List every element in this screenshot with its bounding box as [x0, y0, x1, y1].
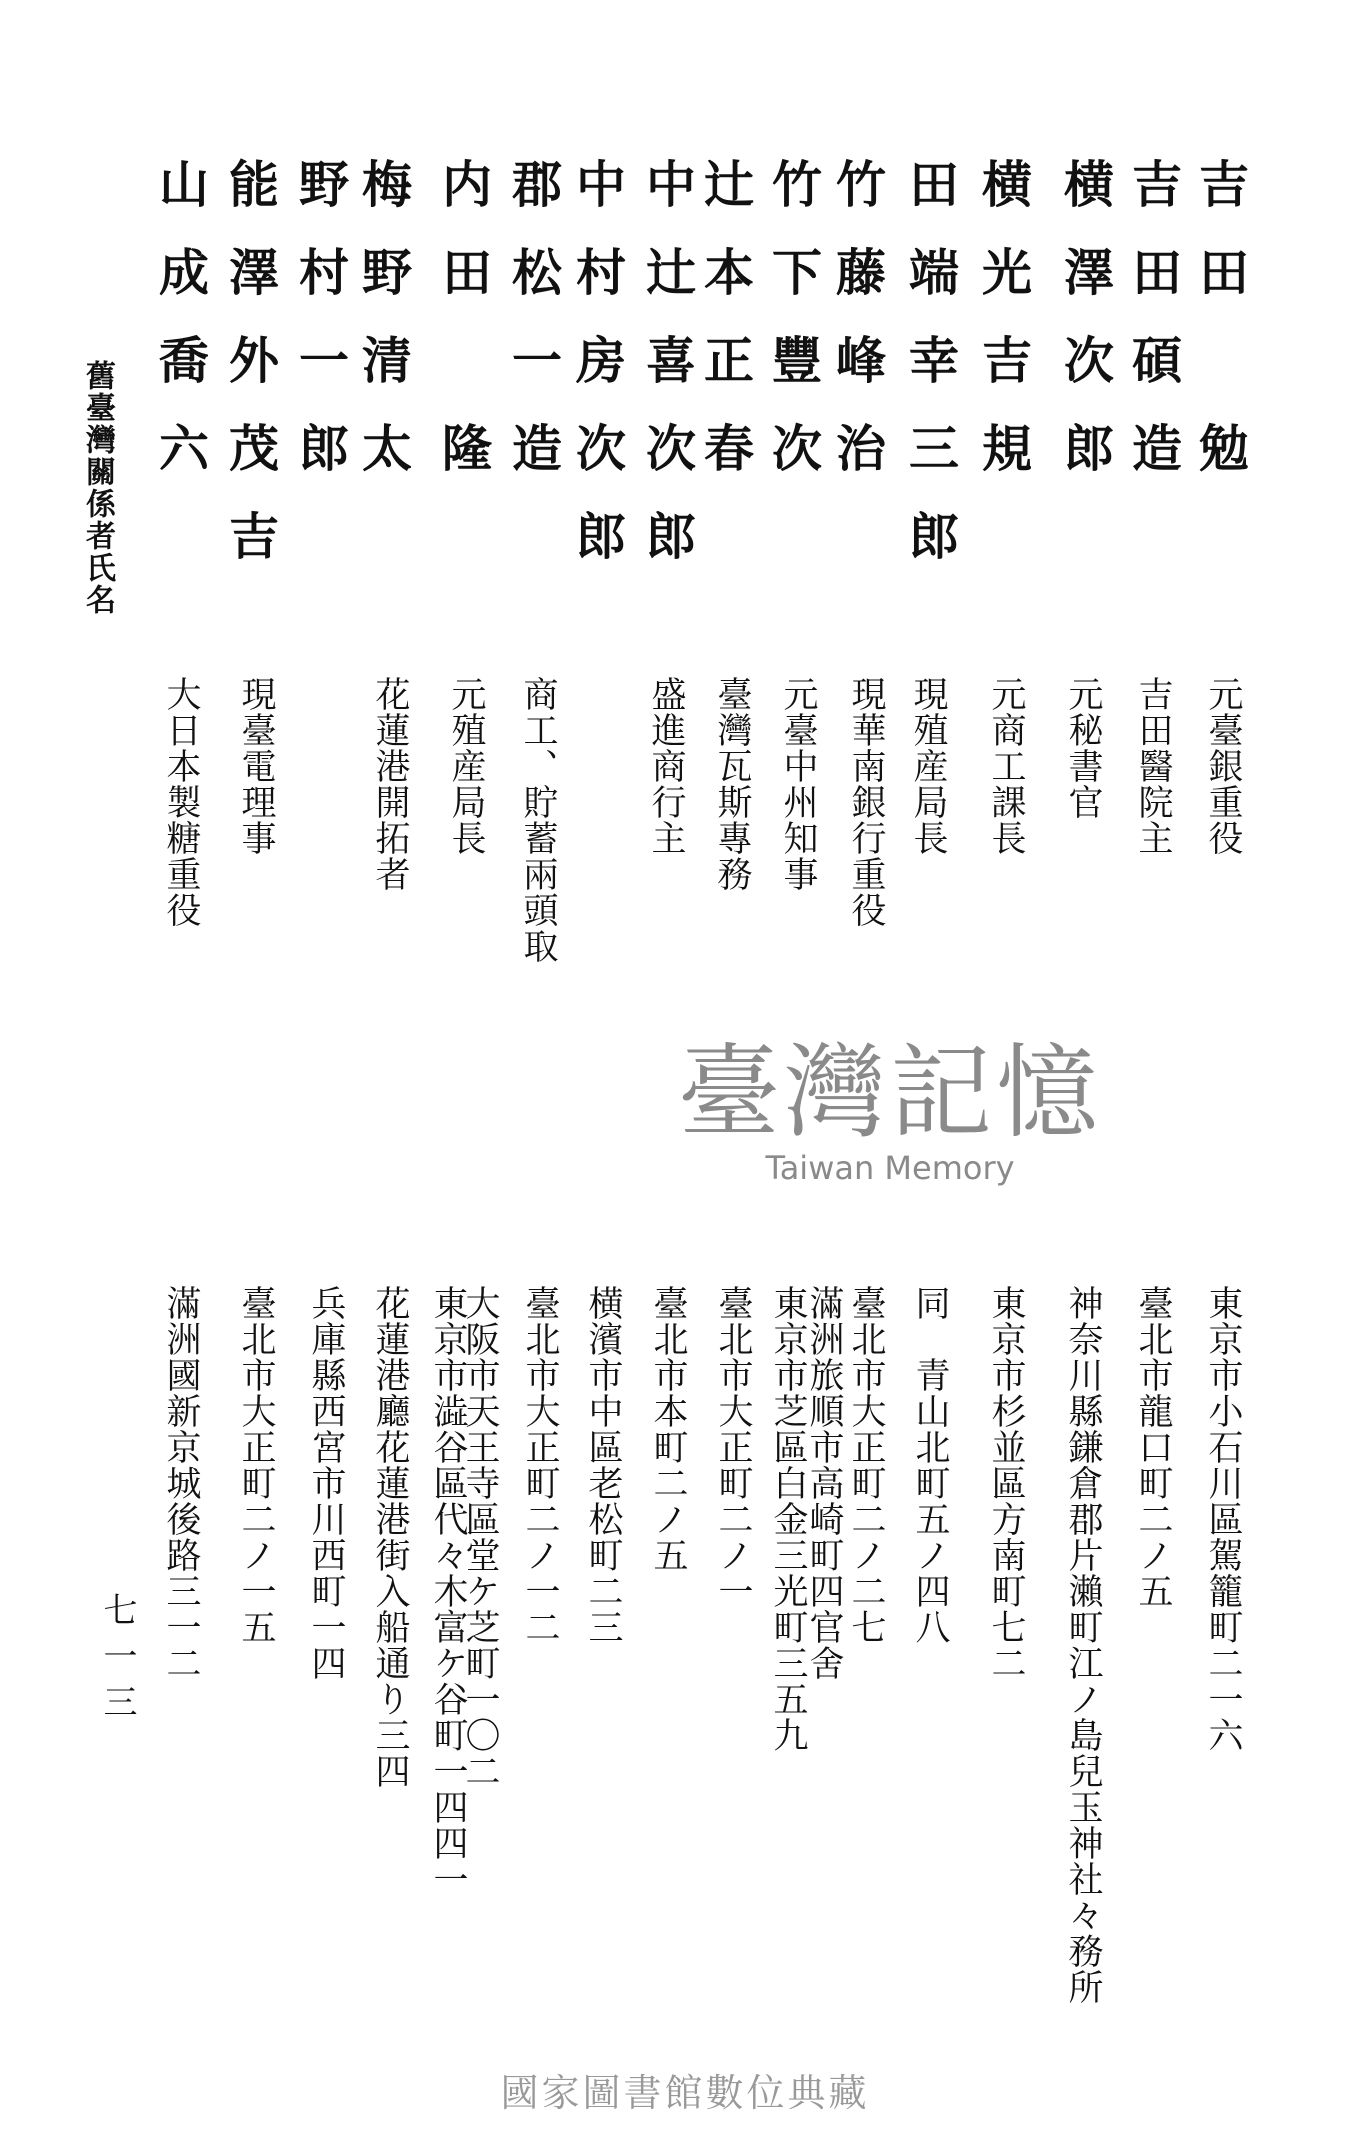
entry-name: 横光吉規: [974, 158, 1033, 510]
entry-name: 辻本正春: [696, 158, 755, 510]
entry-role: 臺灣瓦斯專務: [712, 676, 752, 892]
footer-library-credit: 國家圖書館數位典藏: [500, 2071, 870, 2115]
entry-role: 元臺銀重役: [1203, 676, 1243, 856]
entry-address: 東京市澁谷區代々木富ケ谷町一四四一: [428, 1285, 468, 1897]
entry-role: 元殖産局長: [446, 676, 486, 856]
watermark-chinese: 臺灣記憶: [678, 1034, 1102, 1153]
entry-role: 現華南銀行重役: [846, 676, 886, 928]
entry-address: 大阪市天王寺區堂ケ芝町一〇二: [460, 1285, 500, 1789]
entry-name: 竹藤峰治: [828, 158, 887, 510]
entry-name: 梅野清太: [354, 158, 413, 510]
entry-address: 臺北市大正町二ノ一五: [236, 1285, 276, 1645]
entry-role: 花蓮港開拓者: [370, 676, 410, 892]
entry-name: 野村一郎: [291, 158, 350, 510]
entry-role: 元商工課長: [986, 676, 1026, 856]
page-header: 舊臺灣關係者氏名: [80, 360, 115, 616]
entry-address: 東京市小石川區駕籠町二一六: [1203, 1285, 1243, 1753]
entry-name: 中村房次郎: [568, 158, 627, 598]
page-number: 七一三: [97, 1592, 137, 1730]
entry-address: 横濱市中區老松町二三: [583, 1285, 623, 1645]
entry-name: 竹下豐次: [764, 158, 823, 510]
entry-role: 現臺電理事: [236, 676, 276, 856]
entry-name: 田端幸三郎: [901, 158, 960, 598]
entry-address: 東京市杉並區方南町七二: [986, 1285, 1026, 1681]
entry-address: 兵庫縣西宮市川西町一四: [306, 1285, 346, 1681]
entry-address: 滿洲旅順市高崎町四官舍: [804, 1285, 844, 1681]
entry-name: 内田 隆: [434, 158, 493, 510]
entry-name: 山成喬六: [151, 158, 210, 510]
watermark-english: Taiwan Memory: [765, 1149, 1015, 1188]
entry-address: 臺北市本町二ノ五: [648, 1285, 688, 1573]
entry-name: 能澤外茂吉: [221, 158, 280, 598]
entry-address: 臺北市大正町二ノ二七: [846, 1285, 886, 1645]
entry-address: 滿洲國新京城後路三一二: [161, 1285, 201, 1681]
entry-address: 花蓮港廳花蓮港街入船通り三四: [370, 1285, 410, 1789]
entry-role: 盛進商行主: [646, 676, 686, 856]
entry-role: 現殖産局長: [908, 676, 948, 856]
entry-role: 商工、貯蓄兩頭取: [518, 676, 558, 964]
entry-address: 臺北市大正町二ノ一: [713, 1285, 753, 1609]
entry-role: 元臺中州知事: [778, 676, 818, 892]
entry-role: 大日本製糖重役: [161, 676, 201, 928]
entry-role: 吉田醫院主: [1133, 676, 1173, 856]
entry-address: 神奈川縣鎌倉郡片瀨町江ノ島兒玉神社々務所: [1063, 1285, 1103, 2005]
entry-address: 臺北市龍口町二ノ五: [1133, 1285, 1173, 1609]
entry-name: 郡松一造: [504, 158, 563, 510]
entry-address: 臺北市大正町二ノ一二: [520, 1285, 560, 1645]
entry-address: 東京市芝區白金三光町三五九: [768, 1285, 808, 1753]
taiwan-memory-watermark: [650, 1034, 1130, 1188]
entry-name: 中辻喜次郎: [638, 158, 697, 598]
entry-address: 同 青山北町五ノ四八: [910, 1285, 950, 1645]
entry-name: 横澤次郎: [1056, 158, 1115, 510]
entry-role: 元秘書官: [1063, 676, 1103, 820]
entry-name: 吉田 勉: [1191, 158, 1250, 510]
entry-name: 吉田碩造: [1124, 158, 1183, 510]
